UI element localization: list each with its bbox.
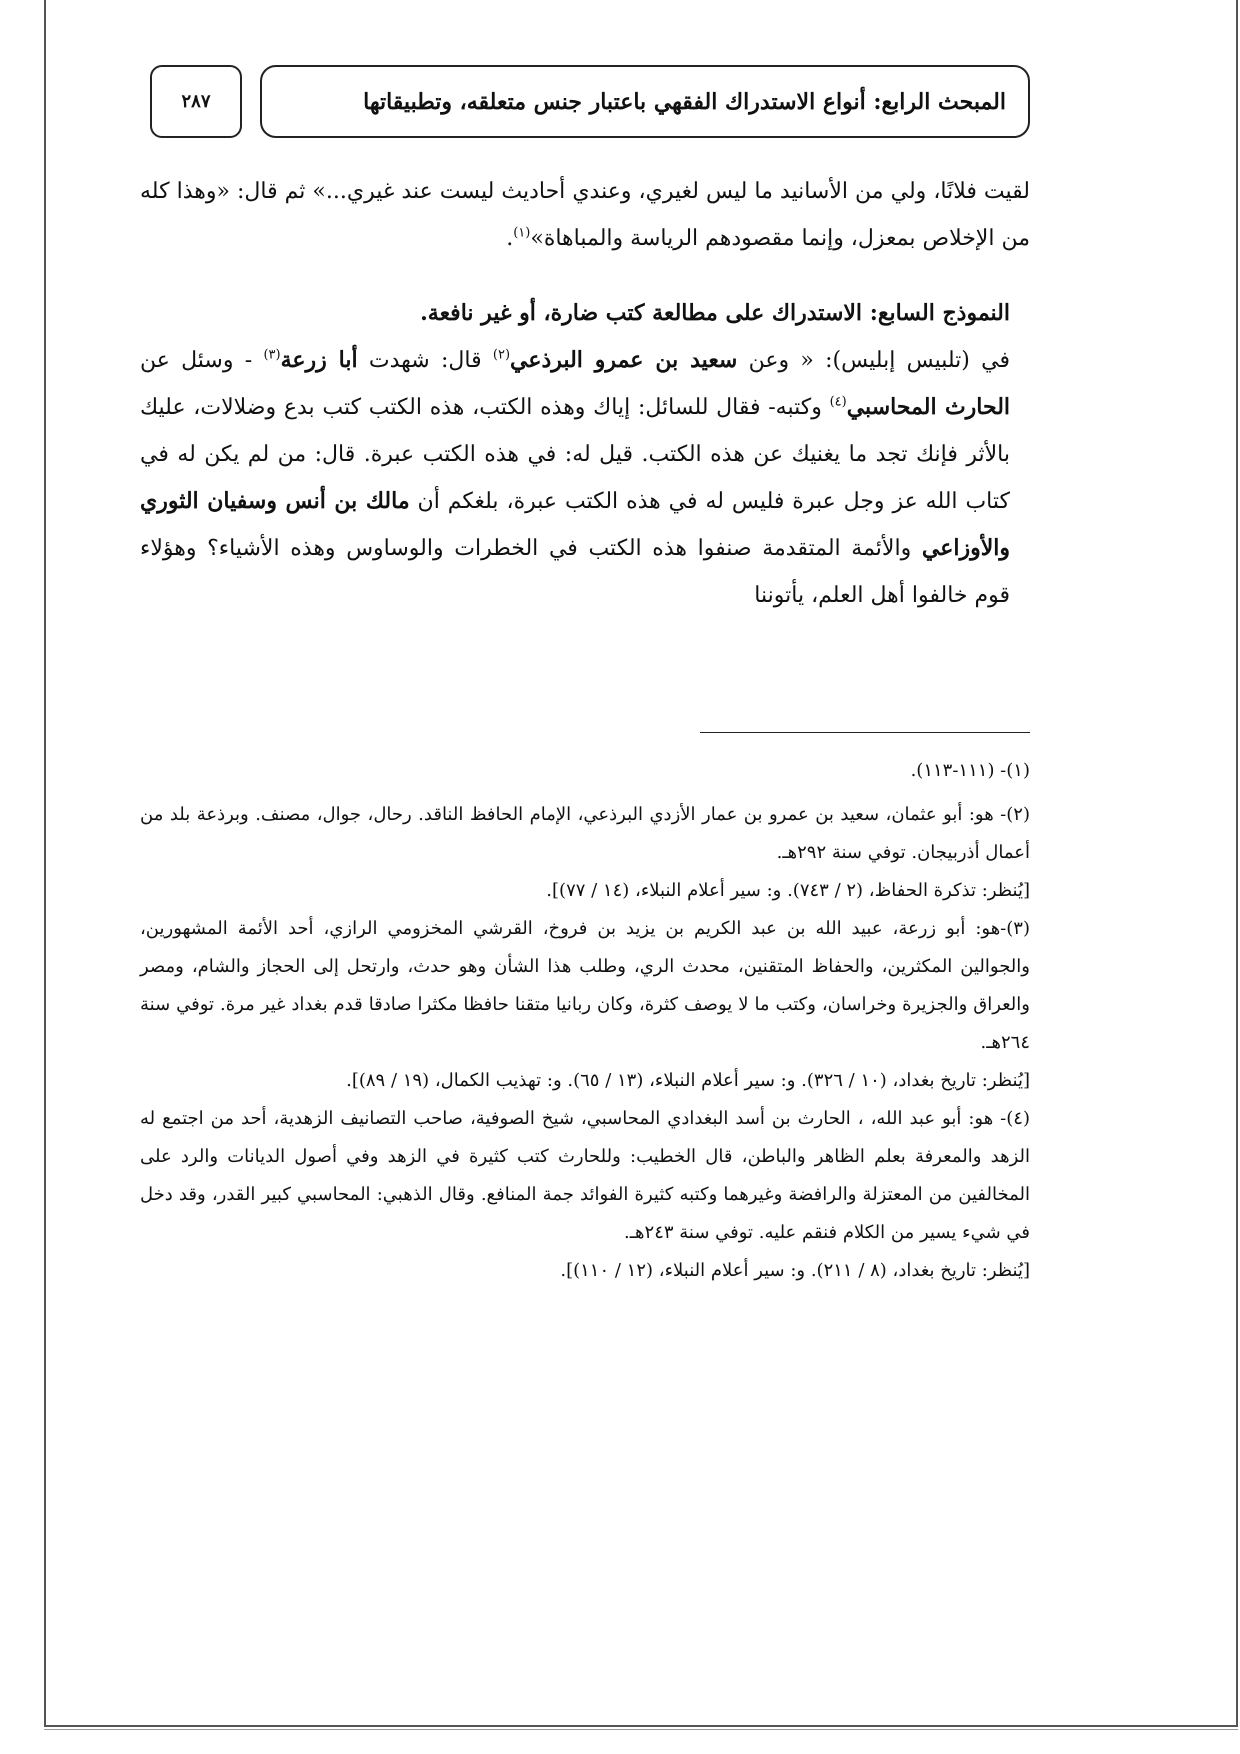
paragraph-1-end: . — [506, 226, 514, 251]
p2-part-g: وكتبه- فقال للسائل: إياك وهذه الكتب، هذه الكتب كتب بدع وضلالات، عليك بالأثر فإنك تجد ما يغنيك عن هذه الكتب. قيل له: في هذه الكتب عبرة. قال: من لم يكن له في كتاب الله عز وجل عبرة فليس له في هذه الكتب عبرة، بلغكم أن — [140, 395, 1011, 514]
footnote-ref-1: (١) — [513, 225, 531, 241]
page-number: ٢٨٧ — [181, 91, 211, 112]
page-frame-right — [1236, 0, 1238, 1727]
footnote-2: (٢)- هو: أبو عثمان، سعيد بن عمرو بن عمار الأزدي البرذعي، الإمام الحافظ الناقد. رحال، جوال، مصنف. وبرذعة بلد من أعمال أذربيجان. توفي سنة ٢٩٢هـ. — [140, 804, 1030, 863]
p2-part-e: - وسئل عن — [140, 348, 253, 373]
footnote-3: (٣)-هو: أبو زرعة، عبيد الله بن عبد الكريم بن يزيد بن فروخ، القرشي المخزومي الرازي، أحد الأئمة المشهورين، والجوالين المكثرين، والحفاظ المتقنين، محدث الري، وطلب هذا الشأن وهو حدث، وارتحل إلى الحجاز والشام، ومصر والعراق والجزيرة وخراسان، وكتب ما لا يوصف كثرة، وكان ربانيا متقنا حافظا مكثرا صادقا قدم بغداد غير مرة. توفي سنة ٢٦٤هـ. — [140, 918, 1030, 1053]
footnote-4: (٤)- هو: أبو عبد الله، ، الحارث بن أسد البغدادي المحاسبي، شيخ الصوفية، صاحب التصانيف الزهدية، أحد من اجتمع له الزهد والمعرفة بعلم الظاهر والباطن، قال الخطيب: وللحارث كتب كثيرة في الزهد وفي أصول الديانات والرد على المخالفين من المعتزلة والرافضة وغيرهما وكتبه كثيرة الفوائد جمة المنافع. وقال الذهبي: المحاسبي كبير القدر، وقد دخل في شيء يسير من الكلام فنقم عليه. توفي سنة ٢٤٣هـ. — [140, 1108, 1030, 1243]
footnote-2-sources: [يُنظر: تذكرة الحفاظ، (٢ / ٧٤٣). و: سير أعلام النبلاء، (١٤ / ٧٧)]. — [546, 880, 1030, 901]
running-header-text: المبحث الرابع: أنواع الاستدراك الفقهي باعتبار جنس متعلقه، وتطبيقاتها — [363, 88, 1006, 115]
footnotes — [140, 752, 1030, 1290]
page-frame-bottom-shadow — [44, 1729, 1238, 1730]
footnote-ref-2: (٢) — [492, 347, 511, 363]
section-heading: النموذج السابع: الاستدراك على مطالعة كتب ضارة، أو غير نافعة. — [420, 300, 1010, 326]
footnote-separator — [700, 732, 1030, 733]
names-imams: مالك بن أنس وسفيان الثوري والأوزاعي — [140, 488, 1010, 561]
page-frame-bottom — [44, 1725, 1238, 1727]
name-harith-muhasibi: الحارث المحاسبي — [846, 394, 1011, 420]
p2-part-a: في (تلبيس إبليس): « وعن — [748, 348, 1010, 373]
name-saeed-bardhai: سعيد بن عمرو البرذعي — [510, 347, 738, 373]
running-header-title — [260, 65, 1030, 138]
page-frame-left — [44, 0, 46, 1727]
footnote-1: (١)- (١١١-١١٣). — [910, 760, 1030, 781]
paragraph-2 — [140, 337, 1030, 619]
p2-part-c: قال: شهدت — [368, 348, 482, 373]
paragraph-1 — [140, 168, 1030, 262]
footnote-ref-3: (٣) — [263, 347, 281, 363]
footnote-4-sources: [يُنظر: تاريخ بغداد، (٨ / ٢١١). و: سير أعلام النبلاء، (١٢ / ١١٠)]. — [560, 1260, 1030, 1281]
footnote-3-sources: [يُنظر: تاريخ بغداد، (١٠ / ٣٢٦). و: سير أعلام النبلاء، (١٣ / ٦٥). و: تهذيب الكمال، (١٩ / ٨٩)]. — [346, 1070, 1030, 1091]
name-abu-zurah: أبا زرعة — [280, 347, 358, 373]
page-number-box — [150, 65, 242, 138]
footnote-ref-4: (٤) — [829, 394, 847, 410]
paragraph-1-text: لقيت فلانًا، ولي من الأسانيد ما ليس لغيري، وعندي أحاديث ليست عند غيري...» ثم قال: «وهذا كله من الإخلاص بمعزل، وإنما مقصودهم الرياسة والمباهاة» — [140, 179, 1030, 251]
p2-part-i: والأئمة المتقدمة صنفوا هذه الكتب في الخطرات والوساوس وهذه الأشياء؟ وهؤلاء قوم خالفوا أهل العلم، يأتوننا — [140, 536, 1010, 608]
main-text — [140, 168, 1030, 619]
